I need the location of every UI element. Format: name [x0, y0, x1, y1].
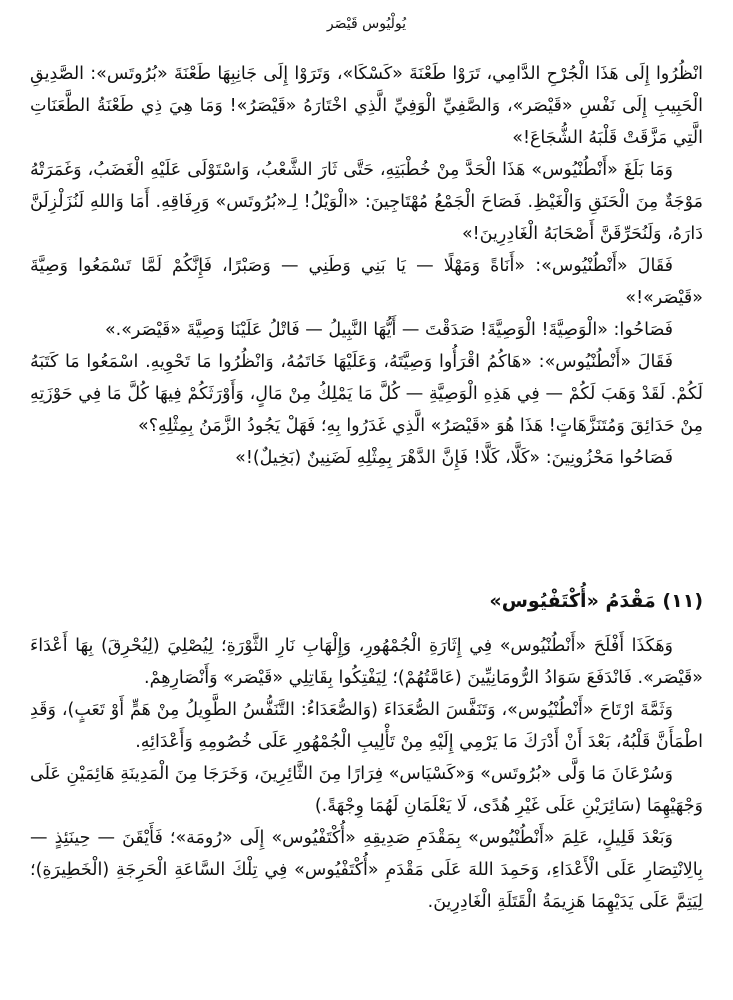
paragraph: وَهَكَذَا أَفْلَحَ «أَنْطُنْيُوس» فِي إِثَارَةِ الْجُمْهُورِ، وَإِلْهَابِ نَارِ الثَّوْرَةِ؛ لِيُصْلِيَ (لِيُحْرِقَ) بِهَا أَعْدَاءَ «قَيْصَر». فَانْدَفَعَ سَوَادُ الرُّومَانِيِّينَ (عَامَّتُهُمْ)؛ لِيَفْتِكُوا بِقَاتِلِي «قَيْصَر» وَأَنْصَارِهِمْ.	[30, 636, 703, 688]
paragraph: فَصَاحُوا: «الْوَصِيَّةَ! الْوَصِيَّةَ! صَدَقْتَ — أَيُّهَا النَّبِيلُ — فَاتْلُ عَلَيْنَا وَصِيَّةَ «قَيْصَر».»	[104, 320, 673, 340]
paragraph: انْظُرُوا إِلَى هَذَا الْجُرْحِ الدَّامِي، تَرَوْا طَعْنَةَ «كَسْكَا»، وَتَرَوْا إِلَى جَانِبِهَا طَعْنَةَ «بُرُوتَس»: الصَّدِيقِ الْحَبِيبِ إِلَى نَفْسِ «قَيْصَر»، وَالصَّفِيِّ الْوَفِيِّ الَّذِي اخْتَارَهُ «قَيْصَرُ»! وَمَا هِيَ ذِي طَعْنَةُ الطَّعَنَاتِ الَّتِي مَزَّقَتْ قَلْبَهُ الشُّجَاعَ!»	[30, 64, 703, 148]
paragraph: فَقَالَ «أَنْطُنْيُوس»: «هَاكُمُ اقْرَأُوا وَصِيَّتَهُ، وَعَلَيْهَا خَاتَمُهُ، وَانْظُرُوا مَا تَحْوِيهِ. اسْمَعُوا مَا كَتَبَهُ لَكُمْ. لَقَدْ وَهَبَ لَكُمْ — فِي هَذِهِ الْوَصِيَّةِ — كُلَّ مَا يَمْلِكُ مِنْ مَالٍ، وَأَوْرَثَكُمْ فِيهَا كُلَّ مَا فِي حَوْزَتِهِ مِنْ حَدَائِقَ وَمُتَنَزَّهَاتٍ! هَذَا هُوَ «قَيْصَرُ» الَّذِي غَدَرُوا بِهِ؛ فَهَلْ يَجُودُ الزَّمَنُ بِمِثْلِهِ؟»	[30, 352, 703, 436]
section-one-text	[30, 58, 703, 474]
paragraph: وَبَعْدَ قَلِيلٍ، عَلِمَ «أَنْطُنْيُوس» بِمَقْدَمِ صَدِيقِهِ «أُكْتَفْيُوس» إِلَى «رُومَة»؛ فَأَيْقَنَ — حِينَئِذٍ — بِالِانْتِصَارِ عَلَى الْأَعْدَاءِ، وَحَمِدَ اللهَ عَلَى مَقْدَمِ «أُكْتَفْيُوس» فِي تِلْكَ السَّاعَةِ الْحَرِجَةِ (الْخَطِيرَةِ)؛ لِيَتِمَّ عَلَى يَدَيْهِمَا هَزِيمَةُ الْقَتَلَةِ الْغَادِرِينَ.	[30, 828, 703, 912]
paragraph: فَصَاحُوا مَحْزُونِينَ: «كَلَّا، كَلَّا! فَإِنَّ الدَّهْرَ بِمِثْلِهِ لَضَنِينٌ (بَخِيلٌ)!»	[235, 448, 673, 468]
section-two-text	[30, 630, 703, 918]
paragraph: وَثَمَّةَ ارْتَاحَ «أَنْطُنْيُوس»، وَتَنَفَّسَ الصُّعَدَاءَ (وَالصُّعَدَاءُ: التَّنَفُّسُ الطَّوِيلُ مِنْ هَمٍّ أَوْ تَعَبٍ)، وَقَدِ اطْمَأَنَّ قَلْبُهُ، بَعْدَ أَنْ أَدْرَكَ مَا يَرْمِي إِلَيْهِ مِنْ تَأْلِيبِ الْجُمْهُورِ عَلَى خُصُومِهِ وَأَعْدَائِهِ.	[30, 700, 703, 752]
paragraph: وَمَا بَلَغَ «أَنْطُنْيُوس» هَذَا الْحَدَّ مِنْ خُطْبَتِهِ، حَتَّى ثَارَ الشَّعْبُ، وَاسْتَوْلَى عَلَيْهِ الْغَضَبُ، وَغَمَرَتْهُ مَوْجَةٌ مِنَ الْحَنَقِ وَالْغَيْظِ. فَصَاحَ الْجَمْعُ مُهْتَاجِينَ: «الْوَيْلُ! لِـ«بُرُوتَس» وَرِفَاقِهِ. أَمَا وَاللهِ لَنُزَلْزِلَنَّ دَارَهُ، وَلَنُحَرِّقَنَّ أَصْحَابَهُ الْغَادِرِينَ!»	[30, 160, 703, 244]
paragraph: وَسُرْعَانَ مَا وَلَّى «بُرُوتَس» وَ«كَسْيَاس» فِرَارًا مِنَ الثَّائِرِينَ، وَخَرَجَا مِنَ الْمَدِينَةِ هَائِمَيْنِ عَلَى وَجْهَيْهِمَا (سَائِرَيْنِ عَلَى غَيْرِ هُدًى، لَا يَعْلَمَانِ لَهُمَا وِجْهَةً.)	[30, 764, 703, 816]
book-page	[30, 0, 703, 1000]
paragraph: فَقَالَ «أَنْطُنْيُوس»: «أَنَاةً وَمَهْلًا — يَا بَنِي وَطَنِي — وَصَبْرًا، فَإِنَّكُمْ لَمَّا تَسْمَعُوا وَصِيَّةَ «قَيْصَر»!»	[30, 256, 703, 308]
running-head: يُولْيُوس قَيْصَر	[326, 16, 407, 32]
section-heading: (١١) مَقْدَمُ «أُكْتَفْيُوس»	[489, 590, 703, 612]
